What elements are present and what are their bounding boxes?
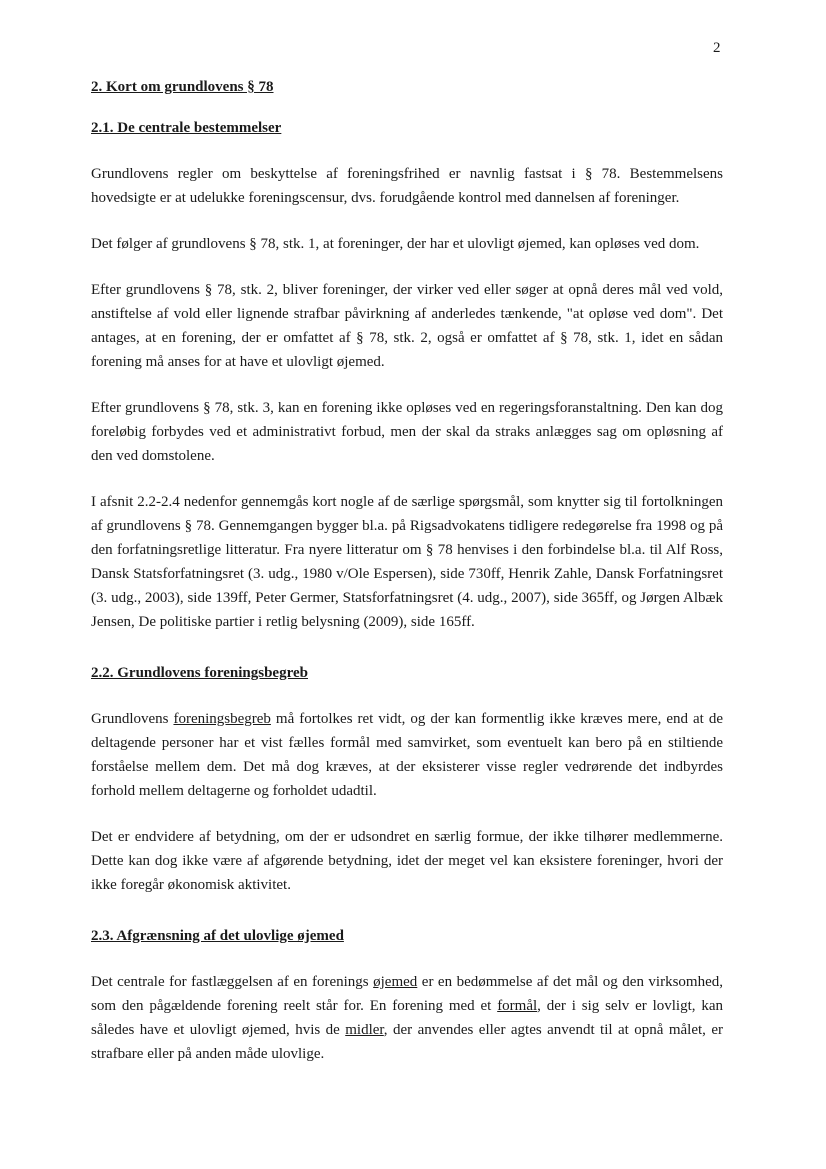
paragraph: Efter grundlovens § 78, stk. 3, kan en forening ikke opløses ved en regeringsforanstaltning. Den kan dog foreløbig forbydes ved et administrativt forbud, men der skal da straks anlægges sag om opløsning af den ved domstolene. (91, 400, 723, 464)
text-span: Grundlovens (91, 711, 174, 727)
paragraph: Efter grundlovens § 78, stk. 2, bliver foreninger, der virker ved eller søger at opnå deres mål ved vold, anstiftelse af vold eller lignende strafbar påvirkning af anderledes tænkende, "at opløse ved dom". Det antages, at en forening, der er omfattet af § 78, stk. 2, også er omfattet af § 78, stk. 1, idet en sådan forening må anses for at have et ulovligt øjemed. (91, 282, 723, 370)
paragraph (91, 970, 723, 1066)
paragraph: Det er endvidere af betydning, om der er udsondret en særlig formue, der ikke tilhører medlemmerne. Dette kan dog ikke være af afgørende betydning, idet der meget vel kan eksistere foreninger, hvori der ikke foregår økonomisk aktivitet. (91, 829, 723, 893)
document-body (91, 76, 723, 1088)
paragraph: Grundlovens regler om beskyttelse af foreningsfrihed er navnlig fastsat i § 78. Bestemmelsens hovedsigte er at udelukke foreningscensur, dvs. forudgående kontrol med dannelsen af foreninger. (91, 166, 723, 206)
paragraph: I afsnit 2.2-2.4 nedenfor gennemgås kort nogle af de særlige spørgsmål, som knytter sig til fortolkningen af grundlovens § 78. Gennemgangen bygger bl.a. på Rigsadvokatens tidligere redegørelse fra 1998 og på den forfatningsretlige litteratur. Fra nyere litteratur om § 78 henvises i den forbindelse bl.a. til Alf Ross, Dansk Statsforfatningsret (3. udg., 1980 v/Ole Espersen), side 730ff, Henrik Zahle, Dansk Forfatningsret (3. udg., 2003), side 139ff, Peter Germer, Statsforfatningsret (4. udg., 2007), side 365ff, og Jørgen Albæk Jensen, De politiske partier i retlig belysning (2009), side 165ff. (91, 494, 723, 630)
section-heading-2: 2. Kort om grundlovens § 78 (91, 79, 274, 95)
section-heading-2-2: 2.2. Grundlovens foreningsbegreb (91, 665, 308, 681)
text-span: , der anvendes eller agtes anvendt til at opnå målet, er strafbare eller på anden måde ulovlige. (91, 1022, 723, 1062)
text-span: er en bedømmelse af det mål og den virksomhed, som den pågældende forening reelt står for. En forening med et (91, 974, 724, 1014)
page-number: 2 (713, 40, 721, 56)
section-heading-2-1: 2.1. De centrale bestemmelser (91, 120, 282, 136)
underlined-term: foreningsbegreb (173, 711, 271, 727)
text-span: , der i sig selv er lovligt, kan således have et ulovligt øjemed, hvis de (91, 998, 724, 1038)
text-span: må fortolkes ret vidt, og der kan formentlig ikke kræves mere, end at de deltagende personer har et vist fælles formål med samvirket, som eventuelt kan bero på en stiltiende forståelse mellem dem. Det må dog kræves, at der eksisterer visse regler vedrørende det indbyrdes forhold mellem deltagerne og forholdet udadtil. (91, 711, 723, 799)
underlined-term: øjemed (373, 974, 418, 990)
underlined-term: formål (497, 998, 538, 1014)
text-span: Det centrale for fastlæggelsen af en forenings (91, 974, 374, 990)
paragraph: Det følger af grundlovens § 78, stk. 1, at foreninger, der har et ulovligt øjemed, kan opløses ved dom. (91, 236, 700, 252)
section-heading-2-3: 2.3. Afgrænsning af det ulovlige øjemed (91, 928, 344, 944)
underlined-term: midler (345, 1022, 384, 1038)
paragraph (91, 707, 723, 803)
